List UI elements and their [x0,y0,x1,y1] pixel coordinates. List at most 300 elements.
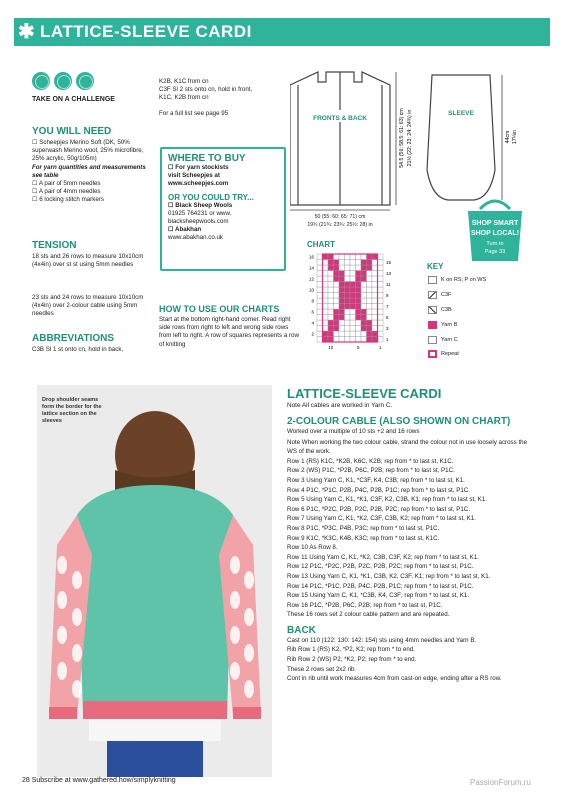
pattern-row: Row 2 (WS) P1C, *P2B, P6C, P2B; rep from * to last st, P1C. [287,467,455,475]
chart-cell [323,337,329,343]
chart-cell [334,337,340,343]
chart-cell [356,254,362,260]
pattern-row: Row 11 Using Yarn C, K1, *K2, C3B, C3F, K2; rep from * to last st, K1. [287,553,479,561]
chart-cell [356,309,362,315]
pattern-row: Row 8 P1C, *P3C, P4B, P3C; rep from * to last st, P1C. [287,524,440,532]
pattern-row: Row 1 (RS) K1C, *K2B, K6C, K2B; rep from * to last st, K1C. [287,457,454,465]
stockist-line: visit Scheepjes at [168,172,220,180]
list-item: ☐ A pair of 5mm needles [32,180,101,188]
list-item: For yarn quantities and measurements see table [32,163,146,179]
chart-cell [317,276,323,282]
chart-cell [317,260,323,266]
chart-cell [356,293,362,299]
chart-cell [350,271,356,277]
badge-line: Turn to [486,241,504,247]
row-number-left: 2 [311,331,314,337]
chart-cell [361,320,367,326]
chart-cell [328,320,334,326]
chart-cell [317,254,323,260]
jeans [107,741,203,777]
pattern-row: Row 3 Using Yarn C, K1, *C3F, K4, C3B; rep from * to last st, K1. [287,476,465,484]
chart-cell [378,315,384,321]
shop-link[interactable]: www.abakhan.co.uk [168,234,224,242]
chart-cell [339,287,345,293]
chart-cell [334,254,340,260]
yarn-c-swatch [428,336,437,344]
chart-cell [372,282,378,288]
chart-cell [350,260,356,266]
chart-cell [378,293,384,299]
chart-cell [345,331,351,337]
how-to-heading: HOW TO USE OUR CHARTS [159,304,280,314]
photo-caption: Drop shoulder seams form the border for the lattice section on the sleeves [42,397,102,424]
chart-cell [356,337,362,343]
chart-cell [361,337,367,343]
chart-cell [350,337,356,343]
chart-cell [367,315,373,321]
row-number-right: 9 [386,293,389,298]
chart-cell [361,315,367,321]
chart-cell [323,326,329,332]
chart-cell [367,282,373,288]
chart-cell [350,293,356,299]
chart-cell [356,315,362,321]
sleeve-height-cm: 44cm [505,130,511,144]
chart-cell [345,287,351,293]
body-width-cm: 50 (55: 60: 65: 71) cm [314,214,366,220]
chart-cell [356,320,362,326]
chart-cell [367,287,373,293]
shirt [89,719,221,741]
chart-cell [334,298,340,304]
row-number-right: 3 [386,326,389,331]
chart-cell [378,271,384,277]
chart-cell [334,276,340,282]
chart-cell [372,320,378,326]
chart-cell [328,331,334,337]
chart-cell [323,260,329,266]
tension-heading: TENSION [32,240,77,251]
chart-cell [334,271,340,277]
pattern-row: Row 5 Using Yarn C, K1, *K1, C3F, K2, C3B, K1; rep from * to last st, K1. [287,496,487,504]
body-outline [290,72,390,205]
key-item [428,276,486,284]
chart-cell [334,309,340,315]
chart-cell [356,287,362,293]
row-number-left: 16 [308,254,314,260]
chart-cell [378,287,384,293]
chart-cell [334,320,340,326]
chart-cell [317,298,323,304]
chart-cell [328,298,334,304]
chart-cell [323,271,329,277]
chart-cell [328,304,334,310]
chart-cell [317,320,323,326]
chart-cell [328,282,334,288]
list-item: ☐ Scheepjes Merino Soft (DK, 50% superwash Merino wool, 25% microfibre, 25% acrylic, 50g/105m) [32,139,144,163]
chart-cell [345,337,351,343]
chart-cell [323,293,329,299]
pattern-row: Row 12 P1C, *P2C, P2B, P2C, P2B, P2C; rep from * to last st, P1C. [287,563,474,571]
chart-cell [372,298,378,304]
abbreviations-heading: ABBREVIATIONS [32,333,115,344]
row-number-left: 8 [311,298,314,304]
back-row: Cont in rib until work measures 4cm from cast-on edge, ending after a RS row. [287,675,502,683]
chart-cell [328,309,334,315]
chart-cell [372,260,378,266]
hem-rib [83,701,227,719]
chart-cell [367,265,373,271]
chart-cell [328,271,334,277]
chart-cell [323,276,329,282]
abbreviations-text: C3B Sl 1 st onto cn, hold in back, [32,346,124,353]
repeat-swatch [428,350,437,358]
cardigan-photo [37,385,272,777]
chart-cell [378,320,384,326]
chart-cell [339,265,345,271]
chart-cell [328,254,334,260]
chart-cell [328,326,334,332]
row-number-right: 13 [386,271,392,276]
chart-cell [317,304,323,310]
row-number-right: 11 [386,282,391,287]
abbrev-line: K2B, K1C from cn [159,78,209,85]
chart-cell [367,331,373,337]
body-height-cm: 54.5 (56: 58.5: 61: 63) cm [399,108,405,168]
chart-cell [334,282,340,288]
key-item [428,350,459,358]
back-row: Rib Row 2 (WS) P2, *K2, P2; rep from * to end. [287,656,417,664]
chart-cell [323,298,329,304]
sleeve-label: SLEEVE [448,110,474,117]
chart-cell [350,315,356,321]
chart-cell [339,304,345,310]
chart-cell [367,254,373,260]
chart-cell [323,320,329,326]
row-number-left: 12 [308,276,314,282]
key-label: Yarn C [441,337,458,343]
chart-cell [323,309,329,315]
pattern-row: Row 14 P1C, *P1C, P2B, P4C, P2B, P1C; rep from * to last st, P1C. [287,582,474,590]
shop-local-badge [460,195,530,265]
you-will-need-list [32,139,152,205]
chart-cell [339,271,345,277]
yarn-ball-icon [76,72,94,90]
chart-cell [372,309,378,315]
chart-cell [361,298,367,304]
pattern-row: Row 16 P1C, *P2B, P6C, P2B; rep from * to last st, P1C. [287,601,443,609]
chart-cell [328,337,334,343]
page-title: LATTICE-SLEEVE CARDI [40,22,252,41]
pattern-row: Row 6 P1C, *P2C, P2B, P2C, P2B, P2C; rep from * to last st, P1C. [287,505,470,513]
skill-level-label: TAKE ON A CHALLENGE [32,96,115,103]
chart-cell [361,309,367,315]
chart-cell [350,276,356,282]
cable-intro: Worked over a multiple of 10 sts +2 and 16 rows [287,428,420,436]
chart-cell [323,331,329,337]
chart-cell [372,254,378,260]
chart-cell [323,282,329,288]
abbrev-line: K1C, K2B from cn [159,94,209,102]
chart-cell [323,265,329,271]
chart-cell [378,326,384,332]
pattern-section [287,386,533,684]
chart-cell [361,287,367,293]
chart-cell [339,337,345,343]
chart-cell [317,271,323,277]
tension-p1: 18 sts and 26 rows to measure 10x10cm (4x4in) over st st using 5mm needles [32,253,144,269]
chart-cell [339,320,345,326]
chart-cell [367,276,373,282]
chart-cell [328,276,334,282]
chart-cell [345,254,351,260]
chart-cell [350,287,356,293]
sleeve-height-in: 17¼in [512,129,518,145]
yarn-b-swatch [428,321,437,329]
back-instructions [287,636,533,684]
chart-cell [361,282,367,288]
chart-cell [350,265,356,271]
back-row: Rib Row 1 (RS) K2, *P2, K2; rep from * to end. [287,646,415,654]
key-swatch-empty [428,276,437,284]
chart-cell [378,304,384,310]
chart-cell [339,298,345,304]
row-number-right: 5 [386,315,389,320]
chart-cell [350,298,356,304]
key-item [428,291,451,299]
pattern-row: These 16 rows set 2 colour cable pattern and are repeated. [287,611,450,619]
chart-cell [345,276,351,282]
where-to-buy-heading: WHERE TO BUY [168,153,246,164]
list-item: ☐ 6 locking stitch markers [32,196,104,204]
chart-cell [334,304,340,310]
c3b-symbol-icon [428,306,437,314]
chart-cell [372,293,378,299]
cable-heading: 2-COLOUR CABLE (ALSO SHOWN ON CHART) [287,416,511,428]
chart-cell [372,287,378,293]
chart-cell [334,331,340,337]
chart-cell [356,326,362,332]
chart-cell [350,331,356,337]
chart-cell [361,260,367,266]
chart-cell [339,260,345,266]
chart-cell [361,293,367,299]
chart-cell [372,315,378,321]
chart-cell [361,326,367,332]
header-bar [14,18,550,46]
chart-cell [367,293,373,299]
chart-cell [334,293,340,299]
chart-cell [339,309,345,315]
key-label: C3F [441,292,452,298]
chart-cell [367,304,373,310]
chart-cell [350,326,356,332]
shop-name: ☐ Abakhan [168,226,202,234]
shop-name: ☐ Black Sheep Wools [168,201,233,209]
key-label: C3B [441,307,452,313]
chart-cell [339,254,345,260]
chart-cell [317,326,323,332]
chart-cell [361,276,367,282]
you-will-need-heading: YOU WILL NEED [32,126,112,137]
c3f-symbol-icon [428,291,437,299]
chart-cell [317,293,323,299]
chart-cell [345,315,351,321]
abbrev-line: C3F Sl 2 sts onto cn, hold in front, [159,86,253,94]
chart-cell [345,260,351,266]
chart-cell [339,276,345,282]
or-try-heading: OR YOU COULD TRY... [168,192,254,202]
chart-cell [378,309,384,315]
key-item [428,306,452,314]
cable-rows [287,457,533,620]
fronts-back-label: FRONTS & BACK [313,115,367,122]
stockist-link[interactable]: www.scheepjes.com [168,180,229,188]
chart-cell [361,254,367,260]
chart-cell [361,331,367,337]
key-heading: KEY [427,262,444,271]
pattern-row: Row 15 Using Yarn C, K1, *C3B, K4, C3F; rep from * to last st, K1. [287,592,470,600]
chart-cell [372,337,378,343]
chart-cell [323,254,329,260]
chart-cell [356,271,362,277]
chart-cell [367,326,373,332]
chart-cell [361,304,367,310]
chart-cell [356,298,362,304]
chart-cell [323,287,329,293]
chart-cell [350,282,356,288]
key-label: Repeat [441,351,459,357]
key-label: Yarn B [441,322,458,328]
cardigan-body [77,485,233,715]
chart-cell [367,320,373,326]
chart-cell [356,260,362,266]
pattern-row: Row 9 K1C, *K3C, K4B, K3C; rep from * to last st, K1C. [287,534,440,542]
shop-link[interactable]: blacksheepwools.com [168,218,229,226]
chart-cell [350,304,356,310]
footer: 28 Subscribe at www.gathered.how/simplyknitting [22,777,176,784]
row-number-right: 1 [386,337,389,342]
chart-cell [378,254,384,260]
chart-cell [372,265,378,271]
chart-cell [345,326,351,332]
yarn-ball-icon [32,72,50,90]
cable-note: Note When working the two colour cable, strand the colour not in use loosely across the WS of the work. [287,438,528,456]
chart-cell [372,331,378,337]
chart-cell [317,331,323,337]
shop-contact: 01925 764231 or www. [168,209,232,217]
chart-cell [328,260,334,266]
chart-cell [356,282,362,288]
chart-cell [328,287,334,293]
how-to-text: Start at the bottom right-hand corner. Read right side rows from right to left and wrong side rows from left to right. A row of squares represents a row of knitting [159,316,299,348]
chart-cell [345,304,351,310]
badge-line: SHOP SMART [471,220,519,227]
list-item: ☐ A pair of 4mm needles [32,188,101,196]
chart-cell [356,304,362,310]
chart-cell [323,304,329,310]
badge-line: Page 33 [484,249,506,255]
row-number-left: 14 [308,265,314,271]
chart-cell [378,276,384,282]
chart-cell [378,282,384,288]
chart-cell [372,326,378,332]
chart-cell [328,315,334,321]
chart-cell [378,265,384,271]
row-number-right: 15 [386,260,392,265]
badge-line: SHOP LOCAL! [470,230,520,237]
tension-p2: 23 sts and 24 rows to measure 10x10cm (4x4in) over 2-colour cable using 5mm needles [32,294,144,318]
stitch-number: 5 [356,345,360,350]
chart-cell [356,331,362,337]
chart-heading: CHART [307,240,335,249]
chart-cell [345,309,351,315]
chart-cell [339,326,345,332]
pattern-title: LATTICE-SLEEVE CARDI [287,386,442,401]
chart-cell [328,293,334,299]
chart-cell [378,260,384,266]
chart-cell [345,271,351,277]
chart-cell [367,260,373,266]
cable-chart [305,250,411,360]
chart-cell [334,260,340,266]
full-list-note: For a full list see page 95 [159,109,229,117]
chart-cell [317,282,323,288]
chart-cell [350,309,356,315]
sleeve-outline [427,75,495,200]
chart-cell [339,293,345,299]
chart-cell [334,287,340,293]
stitch-number: 10 [328,345,334,350]
key-item [428,336,458,344]
pattern-row: Row 10 As Row 8. [287,544,338,552]
chart-cell [317,265,323,271]
back-row: Cast on 110 (122: 130: 142: 154) sts using 4mm needles and Yarn B. [287,636,477,644]
chart-cell [350,320,356,326]
chart-cell [345,282,351,288]
back-row: These 2 rows set 2x2 rib. [287,665,357,673]
chart-cell [323,315,329,321]
row-number-right: 7 [386,304,389,309]
chart-cell [339,315,345,321]
pattern-row: Row 7 Using Yarn C, K1, *K2, C3F, C3B, K2; rep from * to last st, K1. [287,515,476,523]
row-number-left: 6 [311,309,314,315]
pattern-row: Row 13 Using Yarn C, K1, *K1, C3B, K2, C3F, K1; rep from * to last st, K1. [287,572,491,580]
chart-cell [345,320,351,326]
chart-cell [372,276,378,282]
back-heading: BACK [287,624,316,636]
chart-cell [372,304,378,310]
chart-cell [339,282,345,288]
abbreviations-continued [159,78,283,118]
chart-cell [334,315,340,321]
row-number-left: 10 [308,287,314,293]
stitch-number: 1 [378,345,382,350]
chart-cell [356,276,362,282]
chart-cell [356,265,362,271]
pattern-note: Note All cables are worked in Yarn C. [287,402,393,409]
chart-cell [361,265,367,271]
chart-cell [328,265,334,271]
chart-cell [378,298,384,304]
watermark: PassionForum.ru [470,778,531,787]
skill-level-icons [32,72,112,94]
chart-cell [367,271,373,277]
yarn-ball-icon [54,72,72,90]
chart-cell [378,331,384,337]
chart-cell [317,337,323,343]
row-number-left: 4 [311,320,314,326]
